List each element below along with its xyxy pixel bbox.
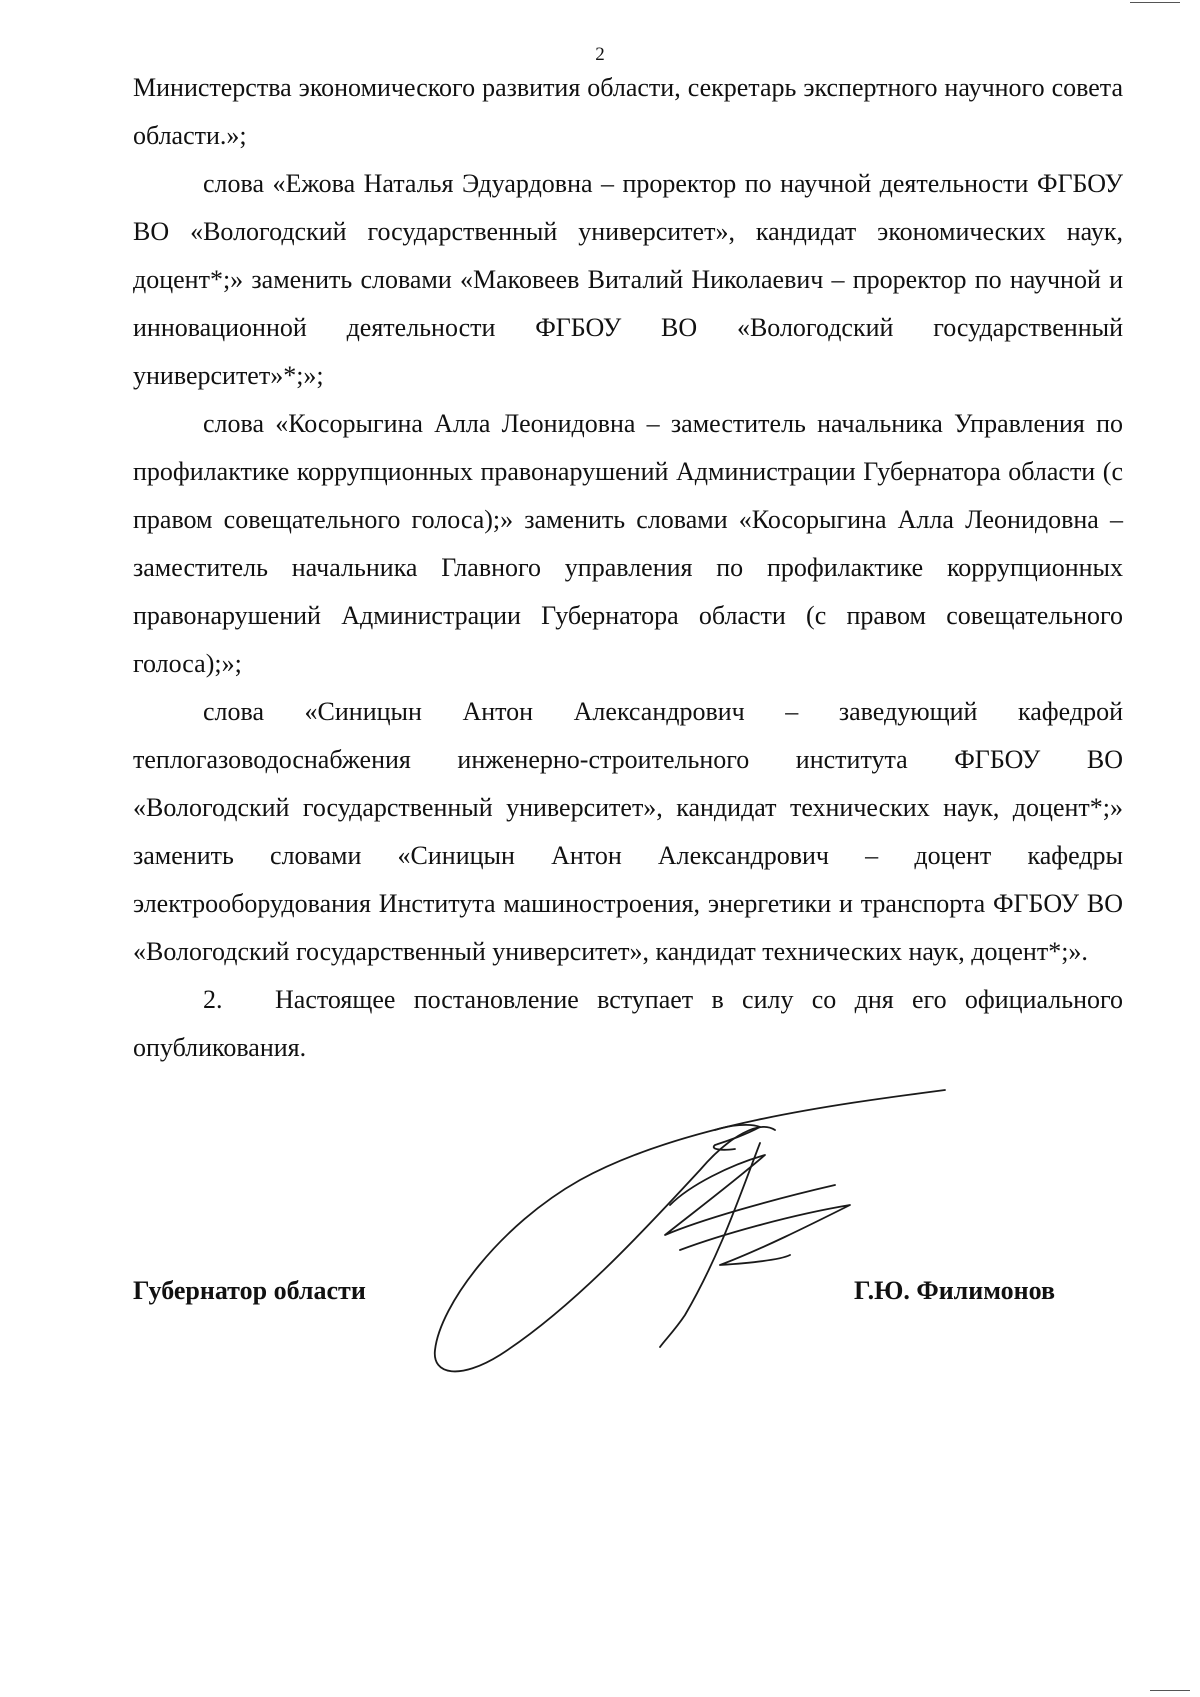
signatory-title: Губернатор области (133, 1276, 366, 1305)
handwritten-signature (430, 1085, 1030, 1385)
paragraph-final-item (133, 976, 1123, 1072)
paragraph-ezhova-replacement: слова «Ежова Наталья Эдуардовна – проректор по научной деятельности ФГБОУ ВО «Вологодский государственный университет», кандидат экономических наук, доцент*;» заменить словами «Маковеев Виталий Николаевич – проректор по научной и инновационной деятельности ФГБОУ ВО «Вологодский государственный университет»*;»; (133, 169, 1123, 390)
page-number: 2 (595, 44, 605, 65)
scan-artifact (1130, 2, 1180, 3)
paragraph-kosorygina-replacement: слова «Косорыгина Алла Леонидовна – заместитель начальника Управления по профилактике коррупционных правонарушений Администрации Губернатора области (с правом совещательного голоса);» заменить словами «Косорыгина Алла Леонидовна – заместитель начальника Главного управления по профилактике коррупционных правонарушений Администрации Губернатора области (с правом совещательного голоса);»; (133, 409, 1123, 678)
scan-artifact (1150, 1690, 1190, 1691)
signatory-name: Г.Ю. Филимонов (853, 1276, 1055, 1305)
document-body (133, 64, 1123, 1072)
item-text: Настоящее постановление вступает в силу со дня его официального опубликования. (133, 985, 1123, 1062)
paragraph-continuation: Министерства экономического развития области, секретарь экспертного научного совета области.»; (133, 73, 1123, 150)
paragraph-sinitsyn-replacement: слова «Синицын Антон Александрович – заведующий кафедрой теплогазоводоснабжения инженерно-строительного института ФГБОУ ВО «Вологодский государственный университет», кандидат технических наук, доцент*;» заменить словами «Синицын Антон Александрович – доцент кафедры электрооборудования Института машиностроения, энергетики и транспорта ФГБОУ ВО «Вологодский государственный университет», кандидат технических наук, доцент*;». (133, 697, 1123, 966)
item-number: 2. (203, 985, 223, 1014)
